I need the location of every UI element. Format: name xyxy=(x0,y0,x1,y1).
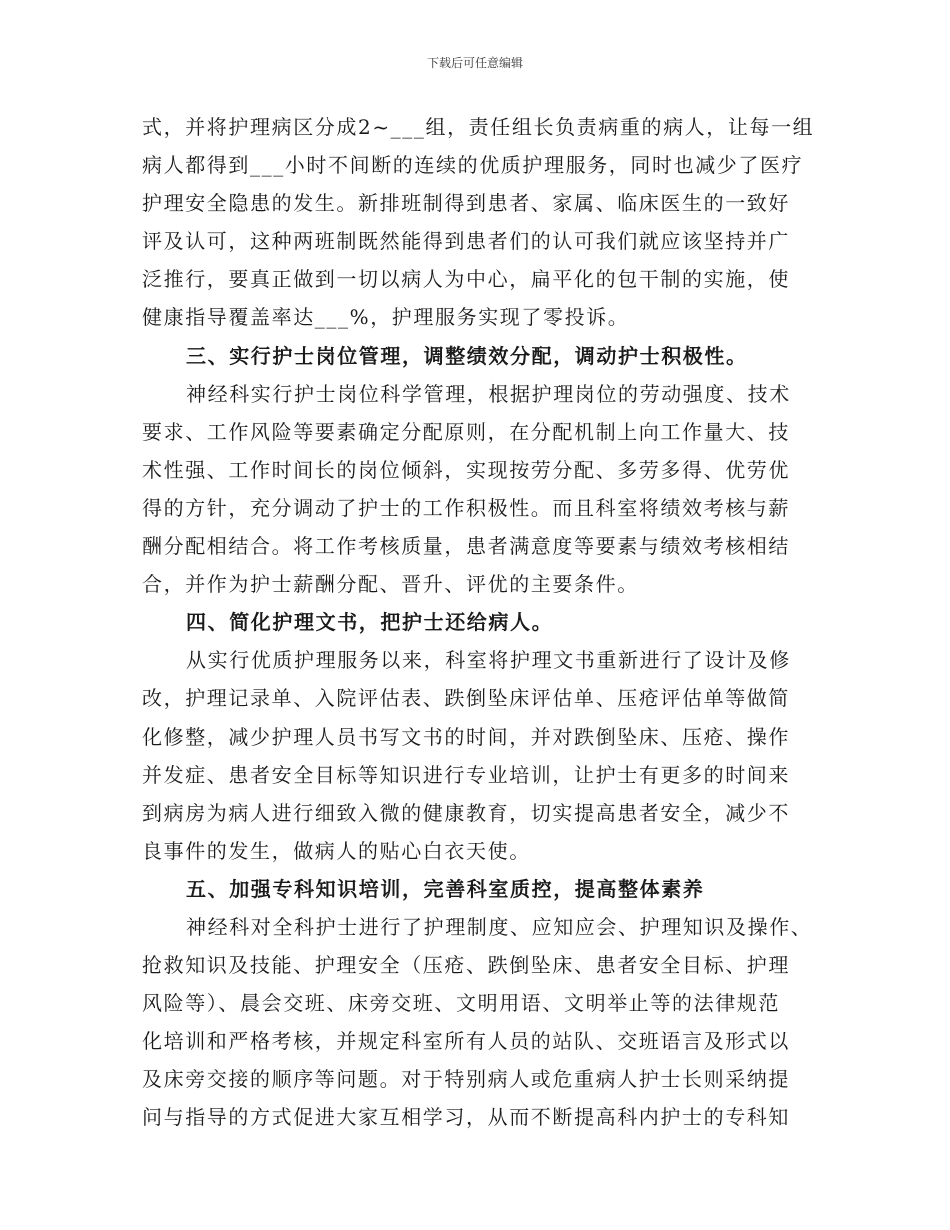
text-line: 良事件的发生，做病人的贴心白衣天使。 xyxy=(142,838,531,863)
text-line: 式，并将护理病区分成2~___组，责任组长负责病重的病人，让每一组 xyxy=(142,115,815,139)
section-heading: 三、实行护士岗位管理，调整绩效分配，调动护士积极性。 xyxy=(186,343,748,368)
text-line: 风险等）、晨会交班、床旁交班、文明用语、文明举止等的法律规范 xyxy=(142,991,780,1016)
text-line: 抢救知识及技能、护理安全（压疮、跌倒坠床、患者安全目标、护理 xyxy=(142,953,790,978)
text-line: 化修整，减少护理人员书写文书的时间，并对跌倒坠床、压疮、操作 xyxy=(142,724,790,749)
text-line: 护理安全隐患的发生。新排班制得到患者、家属、临床医生的一致好 xyxy=(142,191,790,216)
page-header: 下载后可任意编辑 xyxy=(426,56,523,70)
document-body xyxy=(142,108,815,1137)
paragraph-first-line: 神经科对全科护士进行了护理制度、应知应会、护理知识及操作、 xyxy=(186,914,813,939)
text-line: 要求、工作风险等要素确定分配原则，在分配机制上向工作量大、技 xyxy=(142,419,790,444)
section-heading: 五、加强专科知识培训，完善科室质控，提高整体素养 xyxy=(186,876,705,901)
paragraph-first-line: 从实行优质护理服务以来，科室将护理文书重新进行了设计及修 xyxy=(186,648,791,673)
text-line: 化培训和严格考核，并规定科室所有人员的站队、交班语言及形式以 xyxy=(142,1029,790,1054)
text-line: 得的方针，充分调动了护士的工作积极性。而且科室将绩效考核与薪 xyxy=(142,495,790,520)
text-line: 评及认可，这种两班制既然能得到患者们的认可我们就应该坚持并广 xyxy=(142,229,790,254)
paragraph-first-line: 神经科实行护士岗位科学管理，根据护理岗位的劳动强度、技术 xyxy=(186,381,791,406)
text-line: 及床旁交接的顺序等问题。对于特别病人或危重病人护士长则采纳提 xyxy=(142,1067,790,1092)
text-line: 健康指导覆盖率达___%，护理服务实现了零投诉。 xyxy=(142,305,630,330)
text-line: 改，护理记录单、入院评估表、跌倒坠床评估单、压疮评估单等做简 xyxy=(142,686,790,711)
section-heading: 四、简化护理文书，把护士还给病人。 xyxy=(186,610,554,635)
text-line: 到病房为病人进行细致入微的健康教育，切实提高患者安全，减少不 xyxy=(142,800,790,825)
text-line: 并发症、患者安全目标等知识进行专业培训，让护士有更多的时间来 xyxy=(142,762,790,787)
text-line: 病人都得到___小时不间断的连续的优质护理服务，同时也减少了医疗 xyxy=(142,153,804,178)
text-line: 术性强、工作时间长的岗位倾斜，实现按劳分配、多劳多得、优劳优 xyxy=(142,457,790,482)
text-line: 泛推行，要真正做到一切以病人为中心，扁平化的包干制的实施，使 xyxy=(142,267,790,292)
text-line: 问与指导的方式促进大家互相学习，从而不断提高科内护士的专科知 xyxy=(142,1105,790,1130)
text-line: 合，并作为护士薪酬分配、晋升、评优的主要条件。 xyxy=(142,572,639,597)
text-line: 酬分配相结合。将工作考核质量，患者满意度等要素与绩效考核相结 xyxy=(142,534,790,559)
